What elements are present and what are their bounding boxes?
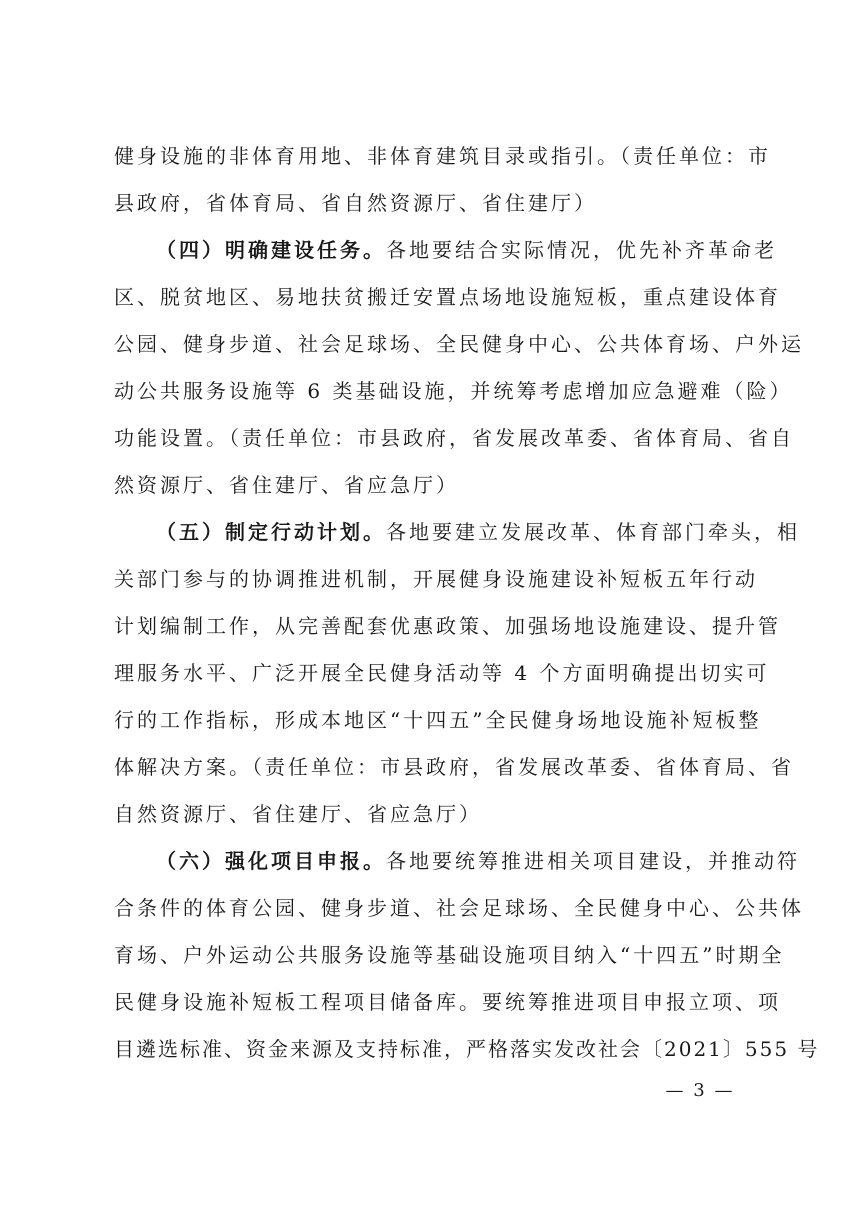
text-run: 各地要统筹推进相关项目建设，并推动符 bbox=[386, 849, 800, 873]
text-line: 公园、健身步道、社会足球场、全民健身中心、公共体育场、户外运 bbox=[114, 332, 804, 356]
paragraph-heading-line bbox=[156, 519, 800, 545]
text-line: 目遴选标准、资金来源及支持标准，严格落实发改社会〔2021〕555 号 bbox=[114, 1037, 820, 1061]
text-line: 计划编制工作，从完善配套优惠政策、加强场地设施建设、提升管 bbox=[114, 614, 781, 638]
text-line: 自然资源厅、省住建厅、省应急厅） bbox=[114, 802, 482, 826]
text-line: 关部门参与的协调推进机制，开展健身设施建设补短板五年行动 bbox=[114, 567, 758, 591]
text-run: 各地要结合实际情况，优先补齐革命老 bbox=[386, 238, 777, 262]
text-line: 健身设施的非体育用地、非体育建筑目录或指引。（责任单位：市 bbox=[114, 144, 771, 168]
text-line: 理服务水平、广泛开展全民健身活动等 4 个方面明确提出切实可 bbox=[114, 661, 770, 685]
text-line: 合条件的体育公园、健身步道、社会足球场、全民健身中心、公共体 bbox=[114, 896, 804, 920]
text-line: 民健身设施补短板工程项目储备库。要统筹推进项目申报立项、项 bbox=[114, 990, 781, 1014]
section-heading: （六）强化项目申报。 bbox=[156, 849, 386, 873]
text-line: 然资源厅、省住建厅、省应急厅） bbox=[114, 473, 459, 497]
section-heading: （五）制定行动计划。 bbox=[156, 520, 386, 544]
text-line: 县政府，省体育局、省自然资源厅、省住建厅） bbox=[114, 191, 597, 215]
page-number: — 3 — bbox=[665, 1080, 735, 1101]
paragraph-heading-line bbox=[156, 848, 800, 874]
text-line: 育场、户外运动公共服务设施等基础设施项目纳入“十四五”时期全 bbox=[114, 943, 785, 967]
text-line: 区、脱贫地区、易地扶贫搬迁安置点场地设施短板，重点建设体育 bbox=[114, 285, 781, 309]
text-run: 各地要建立发展改革、体育部门牵头，相 bbox=[386, 520, 800, 544]
paragraph-heading-line bbox=[156, 237, 777, 263]
section-heading: （四）明确建设任务。 bbox=[156, 238, 386, 262]
text-line: 功能设置。（责任单位：市县政府，省发展改革委、省体育局、省自 bbox=[114, 426, 794, 450]
text-line: 行的工作指标，形成本地区“十四五”全民健身场地设施补短板整 bbox=[114, 708, 762, 732]
text-line: 动公共服务设施等 6 类基础设施，并统筹考虑增加应急避难（险） bbox=[114, 379, 793, 403]
text-line: 体解决方案。（责任单位：市县政府，省发展改革委、省体育局、省 bbox=[114, 755, 794, 779]
